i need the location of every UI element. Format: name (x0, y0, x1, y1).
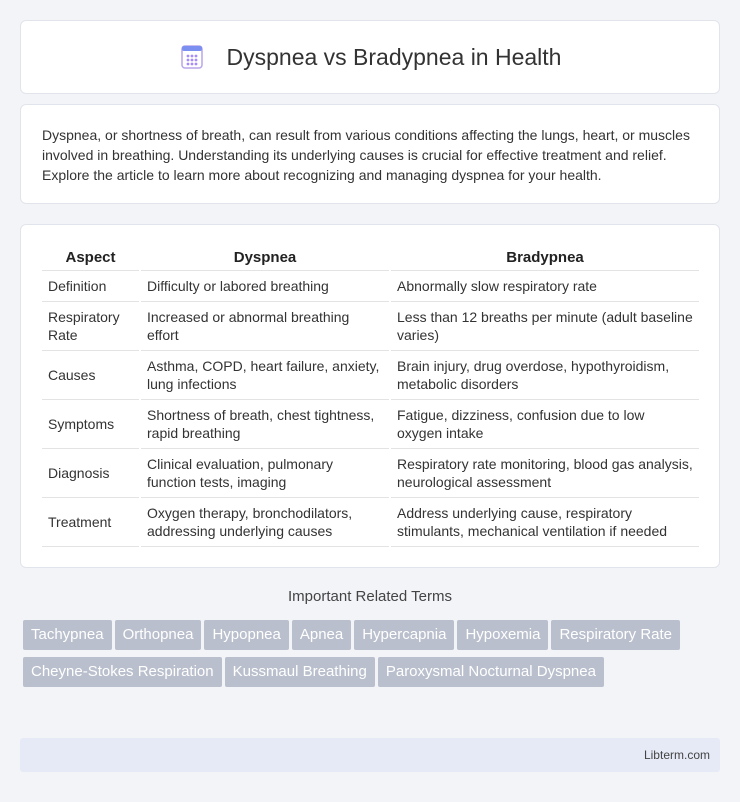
row-dyspnea: Clinical evaluation, pulmonary function tests, imaging (140, 449, 390, 498)
table-row (42, 351, 699, 400)
related-term-tag[interactable]: Hypercapnia (354, 620, 454, 650)
related-term-tag[interactable]: Apnea (292, 620, 351, 650)
related-term-tag[interactable]: Hypopnea (204, 620, 288, 650)
table-row (42, 449, 699, 498)
row-bradypnea: Less than 12 breaths per minute (adult baseline varies) (390, 302, 699, 351)
header-card (20, 20, 720, 94)
row-aspect: Definition (42, 271, 140, 302)
intro-card (20, 104, 720, 204)
related-term-tag[interactable]: Hypoxemia (457, 620, 548, 650)
row-aspect: Diagnosis (42, 449, 140, 498)
row-dyspnea: Shortness of breath, chest tightness, rapid breathing (140, 400, 390, 449)
row-dyspnea: Difficulty or labored breathing (140, 271, 390, 302)
header-aspect: Aspect (42, 243, 140, 271)
related-term-tag[interactable]: Paroxysmal Nocturnal Dyspnea (378, 657, 604, 687)
table-row (42, 498, 699, 547)
row-aspect: Symptoms (42, 400, 140, 449)
table-row (42, 400, 699, 449)
table-row (42, 271, 699, 302)
row-bradypnea: Address underlying cause, respiratory stimulants, mechanical ventilation if needed (390, 498, 699, 547)
related-terms-title: Important Related Terms (288, 588, 452, 605)
row-dyspnea: Oxygen therapy, bronchodilators, addressing underlying causes (140, 498, 390, 547)
comparison-table-card (20, 224, 720, 568)
row-aspect: Treatment (42, 498, 140, 547)
row-aspect: Respiratory Rate (42, 302, 140, 351)
row-bradypnea: Fatigue, dizziness, confusion due to low oxygen intake (390, 400, 699, 449)
row-bradypnea: Respiratory rate monitoring, blood gas analysis, neurological assessment (390, 449, 699, 498)
comparison-table (42, 243, 699, 547)
intro-text: Dyspnea, or shortness of breath, can result from various conditions affecting the lungs, heart, or muscles involved in breathing. Understanding its underlying causes is crucial for effective treatment and relief. Explore the article to learn more about recognizing and managing dyspnea for your health. (42, 127, 690, 183)
footer (20, 738, 720, 772)
table-row (42, 302, 699, 351)
related-term-tag[interactable]: Kussmaul Breathing (225, 657, 375, 687)
header-bradypnea: Bradypnea (390, 243, 699, 271)
related-term-tag[interactable]: Tachypnea (23, 620, 112, 650)
document-grid-icon (179, 44, 205, 70)
row-aspect: Causes (42, 351, 140, 400)
table-header-row (42, 243, 699, 271)
header-dyspnea: Dyspnea (140, 243, 390, 271)
related-term-tag[interactable]: Orthopnea (115, 620, 202, 650)
row-bradypnea: Abnormally slow respiratory rate (390, 271, 699, 302)
row-bradypnea: Brain injury, drug overdose, hypothyroidism, metabolic disorders (390, 351, 699, 400)
row-dyspnea: Asthma, COPD, heart failure, anxiety, lung infections (140, 351, 390, 400)
related-terms-list (23, 620, 713, 694)
related-term-tag[interactable]: Cheyne-Stokes Respiration (23, 657, 222, 687)
footer-site-link[interactable]: Libterm.com (643, 748, 710, 762)
related-term-tag[interactable]: Respiratory Rate (551, 620, 680, 650)
page-title: Dyspnea vs Bradypnea in Health (226, 43, 562, 70)
row-dyspnea: Increased or abnormal breathing effort (140, 302, 390, 351)
